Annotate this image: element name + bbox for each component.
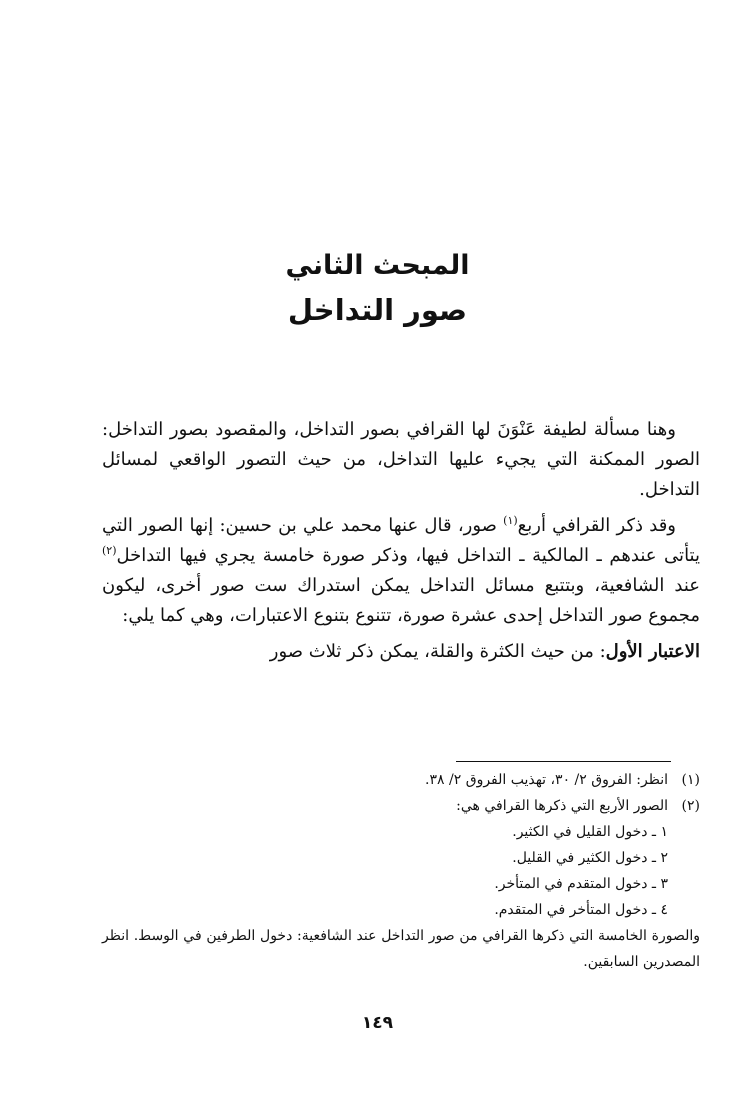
footnote-2-number: (٢): [681, 798, 700, 814]
footnote-1-number: (١): [681, 772, 700, 788]
footnote-1: [102, 767, 700, 793]
paragraph-2-part-2: صور، قال عنها محمد علي بن حسين: إنها الصور التي يتأتى عندهم ـ المالكية ـ التداخل فيها، وذكر صورة خامسة يجري فيها التداخل: [102, 515, 700, 566]
footnote-separator: [456, 761, 671, 762]
paragraph-3-label: الاعتبار الأول: [605, 641, 700, 662]
section-title: صور التداخل: [287, 293, 468, 327]
footnote-2-tail: والصورة الخامسة التي ذكرها القرافي من صور التداخل عند الشافعية: دخول الطرفين في الوسط. انظر المصدرين السابقين.: [102, 928, 700, 970]
paragraph-1: وهنا مسألة لطيفة عَنْوَنَ لها القرافي بصور التداخل، والمقصود بصور التداخل: الصور الممكنة التي يجيء عليها التداخل، من حيث التصور الواقعي لمسائل التداخل.: [102, 419, 700, 500]
paragraph-2-part-1: وقد ذكر القرافي أربع: [517, 515, 676, 536]
footnote-2-list-item-1: ١ ـ دخول القليل في الكثير.: [512, 824, 668, 840]
footnote-ref-1: (١): [503, 514, 518, 527]
footnotes: [102, 767, 700, 975]
paragraph-2-part-3: عند الشافعية، وبتتبع مسائل التداخل يمكن استدراك ست صور أخرى، ليكون مجموع صور التداخل إحدى عشرة صورة، تتنوع بتنوع الاعتبارات، وهي كما يلي:: [102, 575, 700, 626]
body-text: [102, 415, 700, 667]
footnote-2: [102, 793, 700, 819]
footnote-1-text: انظر: الفروق ٢/ ٣٠، تهذيب الفروق ٢/ ٣٨.: [425, 772, 668, 788]
paragraph-3: [102, 637, 700, 667]
paragraph-2: [102, 511, 700, 631]
footnote-2-text: الصور الأربع التي ذكرها القرافي هي:: [456, 798, 668, 814]
footnote-ref-2: (٢): [102, 544, 117, 557]
footnote-2-list-item-4: ٤ ـ دخول المتأخر في المتقدم.: [494, 902, 668, 918]
section-heading: المبحث الثاني: [285, 250, 470, 281]
footnote-2-list-item-3: ٣ ـ دخول المتقدم في المتأخر.: [494, 876, 668, 892]
paragraph-3-text: : من حيث الكثرة والقلة، يمكن ذكر ثلاث صور: [269, 641, 606, 662]
footnote-2-list-item-2: ٢ ـ دخول الكثير في القليل.: [512, 850, 668, 866]
page-number: ١٤٩: [361, 1013, 394, 1033]
